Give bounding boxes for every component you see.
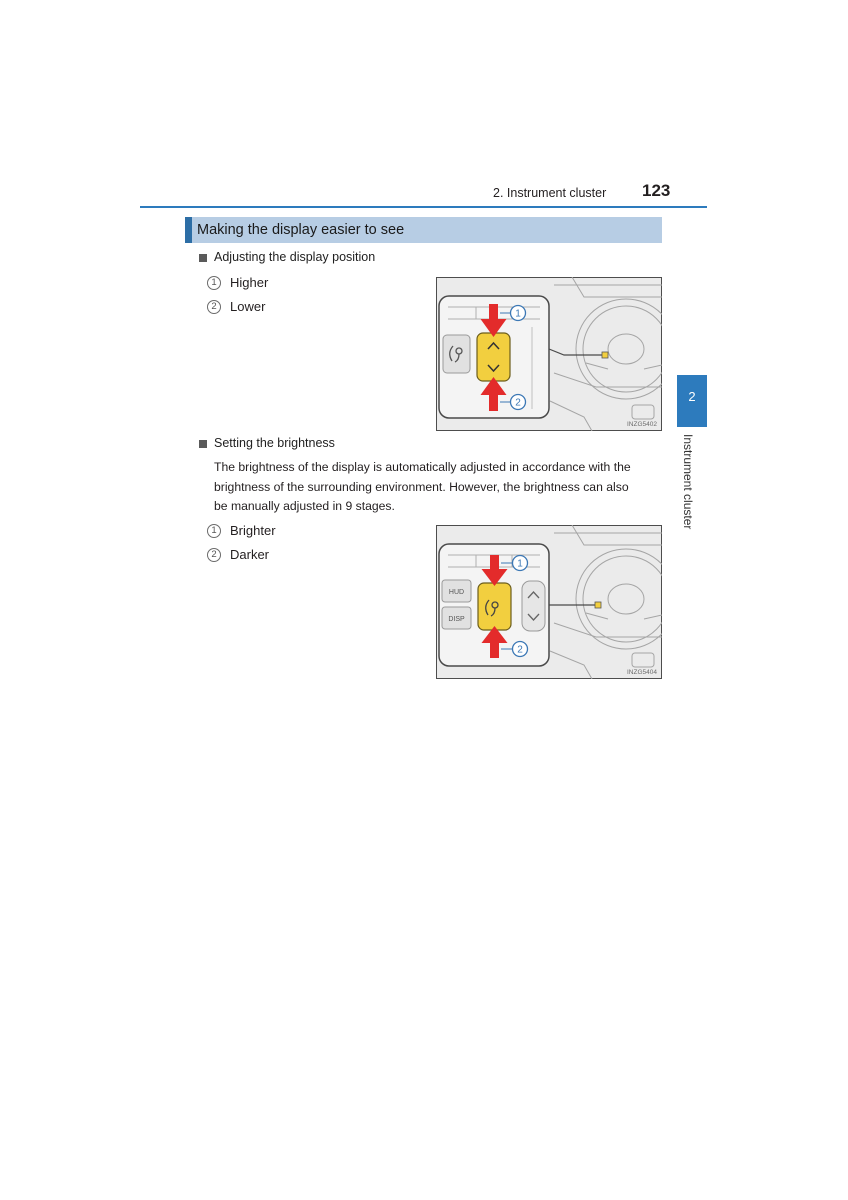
- figure-callout-2: [511, 395, 526, 410]
- chapter-tab-label: Instrument cluster: [681, 434, 695, 530]
- switch-location-marker: [602, 352, 608, 358]
- display-adjust-button: [477, 333, 510, 381]
- header-section-title: 2. Instrument cluster: [493, 186, 607, 200]
- item-number-1: 1: [207, 524, 221, 538]
- chapter-tab: 2: [677, 375, 707, 427]
- brightness-description: [214, 458, 631, 517]
- hud-button: [443, 335, 470, 373]
- item-number-1: 1: [207, 276, 221, 290]
- up-down-rocker: [522, 581, 545, 631]
- header-divider: [140, 206, 707, 208]
- item-lower: Lower: [230, 299, 266, 314]
- svg-text:2: 2: [515, 397, 521, 409]
- page-number: 123: [642, 181, 671, 200]
- hud-brightness-button: [478, 583, 511, 630]
- item-number-2: 2: [207, 548, 221, 562]
- display-position-figure: [436, 277, 662, 431]
- figure-code: INZG5402: [627, 421, 657, 428]
- svg-text:1: 1: [517, 558, 523, 570]
- brightness-figure: [436, 525, 662, 679]
- svg-text:1: 1: [515, 308, 521, 320]
- figure-callout-1: [513, 556, 528, 571]
- item-number-2: 2: [207, 300, 221, 314]
- item-higher: Higher: [230, 275, 269, 290]
- brightness-heading: Setting the brightness: [214, 436, 335, 450]
- figure-callout-1: [511, 306, 526, 321]
- figure-callout-2: [513, 642, 528, 657]
- description-line: brightness of the surrounding environment. However, the brightness can also: [214, 479, 629, 494]
- description-line: The brightness of the display is automatically adjusted in accordance with the: [214, 460, 631, 474]
- svg-text:2: 2: [517, 644, 523, 656]
- adjust-position-heading: Adjusting the display position: [214, 250, 376, 264]
- section-heading-bar: [185, 217, 662, 243]
- square-bullet-icon: [199, 440, 207, 448]
- item-brighter: Brighter: [230, 523, 276, 538]
- square-bullet-icon: [199, 254, 207, 262]
- figure-code: INZG5404: [627, 669, 657, 676]
- description-line: be manually adjusted in 9 stages.: [214, 499, 395, 513]
- section-title: Making the display easier to see: [197, 222, 405, 238]
- hud-button-label: HUD: [448, 589, 465, 596]
- switch-location-marker: [595, 602, 601, 608]
- disp-button-label: DISP: [448, 616, 465, 623]
- item-darker: Darker: [230, 547, 270, 562]
